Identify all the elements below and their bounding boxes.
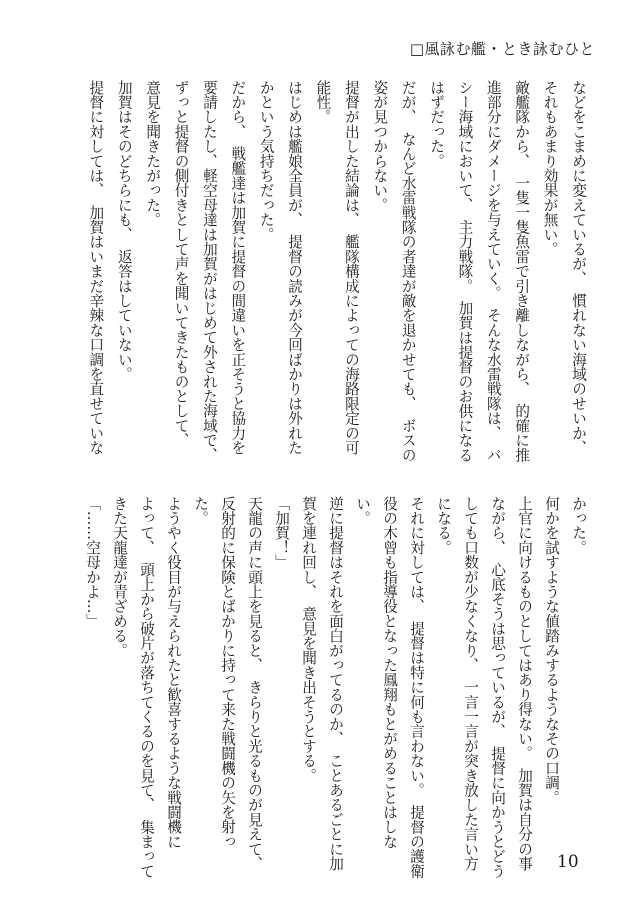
page-number: 10 — [557, 852, 579, 872]
text-line: それに対しては、 提督は特に何も言わない。 提督の護衛 — [408, 496, 425, 879]
text-line: はずだった。 — [428, 80, 446, 169]
text-line: 何かを試すような値踏みするようなその口調。 — [543, 496, 560, 805]
text-line: 「……空母かよ…」 — [84, 496, 101, 629]
text-line: きた天龍達が青ざめる。 — [111, 496, 128, 658]
text-line: しても口数が少なくなり、 一言一言が突き放した言い方 — [462, 496, 479, 871]
text-line: 賀を連れ回し、 意見を聞き出そうとする。 — [300, 496, 317, 783]
text-line: ずっと提督の側付きとして声を聞いてきたものとして、 — [172, 80, 190, 448]
text-line: た。 — [192, 496, 209, 526]
text-line: 上官に向けるものとしてはあり得ない。 加賀は自分の事 — [516, 496, 533, 871]
text-line: になる。 — [435, 496, 452, 555]
text-line: はじめは艦娘全員が、 提督の読みが今回ばかりは外れた — [286, 80, 304, 455]
text-line: 提督に対しては、 加賀はいまだ辛辣な口調を直せていな — [87, 80, 105, 455]
text-line: よって、 頭上から破片が落ちてくるのを見て、 集まって — [138, 496, 155, 879]
upper-text-block — [81, 80, 592, 463]
text-line: それもあまり効果が無い。 — [541, 80, 559, 257]
text-line: ようやく役目が与えられたと歓喜するような戦闘機に — [165, 496, 182, 849]
text-line: 進部分にダメージを与えていく。 そんな水雷戦隊は、 バ — [484, 80, 502, 463]
text-line: 役の木曾も指導役となった鳳翔もとがめることはしな — [381, 496, 398, 849]
text-line: などをこまめに変えているが、 慣れない海域のせいか、 — [570, 80, 587, 455]
text-line: 加賀はそのどちらにも、 返答はしていない。 — [115, 80, 133, 382]
text-line: 天龍の声に頭上を見ると、 きらりと光るものが見えて、 — [246, 496, 263, 871]
text-line: だから、 戦艦達は加賀に提督の間違いを正そうと協力を — [229, 80, 247, 455]
text-line: 姿が見つからない。 — [371, 80, 389, 213]
text-line: かった。 — [570, 496, 587, 555]
text-line: 「加賀！」 — [273, 496, 290, 570]
text-line: だが、 なんど水雷戦隊の者達が敵を退かせても、 ボスの — [399, 80, 417, 463]
text-line: い。 — [354, 496, 371, 526]
text-line: シー海域において、 主力戦隊。 加賀は提督のお供になる — [456, 80, 474, 463]
text-line: ながら、 心底そうは思っているが、 提督に向かうとどう — [489, 496, 506, 879]
text-line: 提督が出した結論は、 艦隊構成によっての海路限定の可 — [342, 80, 360, 455]
text-line: 能性。 — [314, 80, 332, 125]
text-line: 反射的に保険とばかりに持って来た戦闘機の矢を射っ — [219, 496, 236, 849]
running-header: □風詠む艦・とき詠むひと — [409, 40, 595, 58]
text-line: 逆に提督はそれを面白がってるのか、 ことあるごとに加 — [327, 496, 344, 871]
text-line: 敵艦隊から、 一隻一隻魚雷で引き離しながら、 的確に推 — [513, 80, 531, 463]
text-line: 要請したし、軽空母達は加賀がはじめて外された海域で、 — [200, 80, 218, 463]
text-line: 意見を聞きたがった。 — [144, 80, 162, 227]
text-line: かという気持ちだった。 — [257, 80, 275, 242]
